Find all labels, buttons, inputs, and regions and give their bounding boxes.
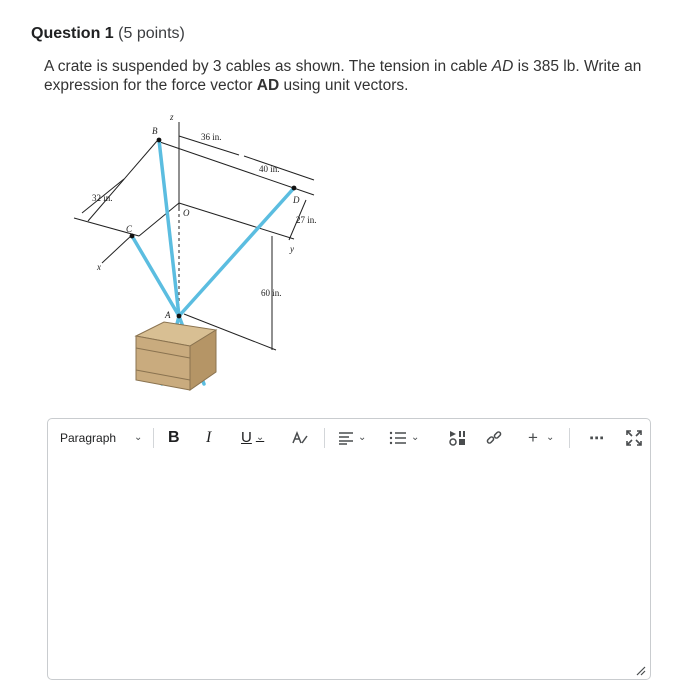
question-text-part-3: using unit vectors. bbox=[279, 77, 409, 94]
point-d bbox=[292, 186, 297, 191]
fullscreen-button[interactable] bbox=[626, 419, 642, 456]
media-icon bbox=[449, 430, 467, 446]
link-icon bbox=[486, 430, 502, 446]
label-y: y bbox=[290, 244, 294, 254]
question-text-ad-bold: AD bbox=[256, 77, 280, 94]
align-left-icon bbox=[338, 431, 354, 445]
editor-toolbar bbox=[48, 419, 650, 456]
resize-handle[interactable] bbox=[634, 663, 646, 675]
toolbar-divider bbox=[569, 428, 570, 448]
resize-icon bbox=[634, 664, 646, 676]
fullscreen-icon bbox=[626, 430, 642, 446]
label-z: z bbox=[170, 112, 174, 122]
chevron-down-icon: ⌄ bbox=[411, 432, 420, 443]
block-format-dropdown[interactable] bbox=[60, 419, 142, 456]
label-60: 60 in. bbox=[261, 288, 282, 298]
insert-button[interactable] bbox=[528, 419, 554, 456]
underline-icon: U bbox=[241, 429, 252, 446]
plus-icon: + bbox=[528, 427, 538, 447]
label-c: C bbox=[126, 224, 133, 234]
o-c-line bbox=[139, 203, 179, 236]
label-o: O bbox=[183, 208, 190, 218]
text-format-icon bbox=[291, 430, 309, 446]
chevron-down-icon: ⌄ bbox=[358, 432, 367, 443]
frame-edge-bd bbox=[157, 141, 314, 195]
question-text-part-1: A crate is suspended by 3 cables as shown. The tension in cable bbox=[44, 58, 492, 75]
answer-editor bbox=[47, 418, 651, 680]
label-27: 27 in. bbox=[296, 215, 317, 225]
label-d: D bbox=[293, 195, 300, 205]
italic-icon: I bbox=[206, 428, 212, 446]
align-button[interactable] bbox=[338, 419, 366, 456]
toolbar-divider bbox=[324, 428, 325, 448]
bold-icon: B bbox=[168, 428, 180, 446]
editor-content-area[interactable] bbox=[48, 456, 650, 679]
more-actions-button[interactable] bbox=[589, 419, 604, 456]
frame-edge-bc bbox=[88, 141, 157, 221]
label-b: B bbox=[152, 126, 158, 136]
question-title bbox=[31, 25, 185, 43]
crate-diagram bbox=[44, 108, 340, 394]
bullet-list-icon bbox=[389, 431, 407, 445]
question-text-ad-italic: AD bbox=[491, 58, 514, 75]
label-32: 32 in. bbox=[92, 193, 113, 203]
point-b bbox=[157, 138, 162, 143]
question-text bbox=[44, 57, 654, 95]
point-c bbox=[130, 234, 135, 239]
label-x: x bbox=[97, 262, 101, 272]
insert-stuff-button[interactable] bbox=[449, 419, 467, 456]
chevron-down-icon: ⌄ bbox=[134, 432, 143, 443]
diagram-svg bbox=[44, 108, 340, 394]
text-format-button[interactable] bbox=[291, 419, 309, 456]
x-axis-line bbox=[102, 235, 132, 263]
label-40: 40 in. bbox=[259, 164, 280, 174]
label-36: 36 in. bbox=[201, 132, 222, 142]
list-button[interactable] bbox=[389, 419, 419, 456]
italic-button[interactable] bbox=[206, 419, 211, 456]
crate bbox=[136, 322, 216, 390]
label-a: A bbox=[165, 310, 171, 320]
chevron-down-icon: ⌄ bbox=[255, 432, 265, 443]
question-points: (5 points) bbox=[118, 25, 185, 42]
question-number: Question 1 bbox=[31, 25, 114, 42]
insert-link-button[interactable] bbox=[486, 419, 502, 456]
more-icon: ⋯ bbox=[589, 429, 604, 447]
point-a bbox=[177, 314, 182, 319]
block-format-label: Paragraph bbox=[60, 430, 117, 445]
bold-button[interactable] bbox=[168, 419, 180, 456]
chevron-down-icon: ⌄ bbox=[545, 432, 555, 443]
question-text-part-2: is 385 lb. Write an expression for the force vector bbox=[44, 58, 642, 94]
toolbar-divider bbox=[153, 428, 154, 448]
underline-button[interactable] bbox=[241, 419, 264, 456]
